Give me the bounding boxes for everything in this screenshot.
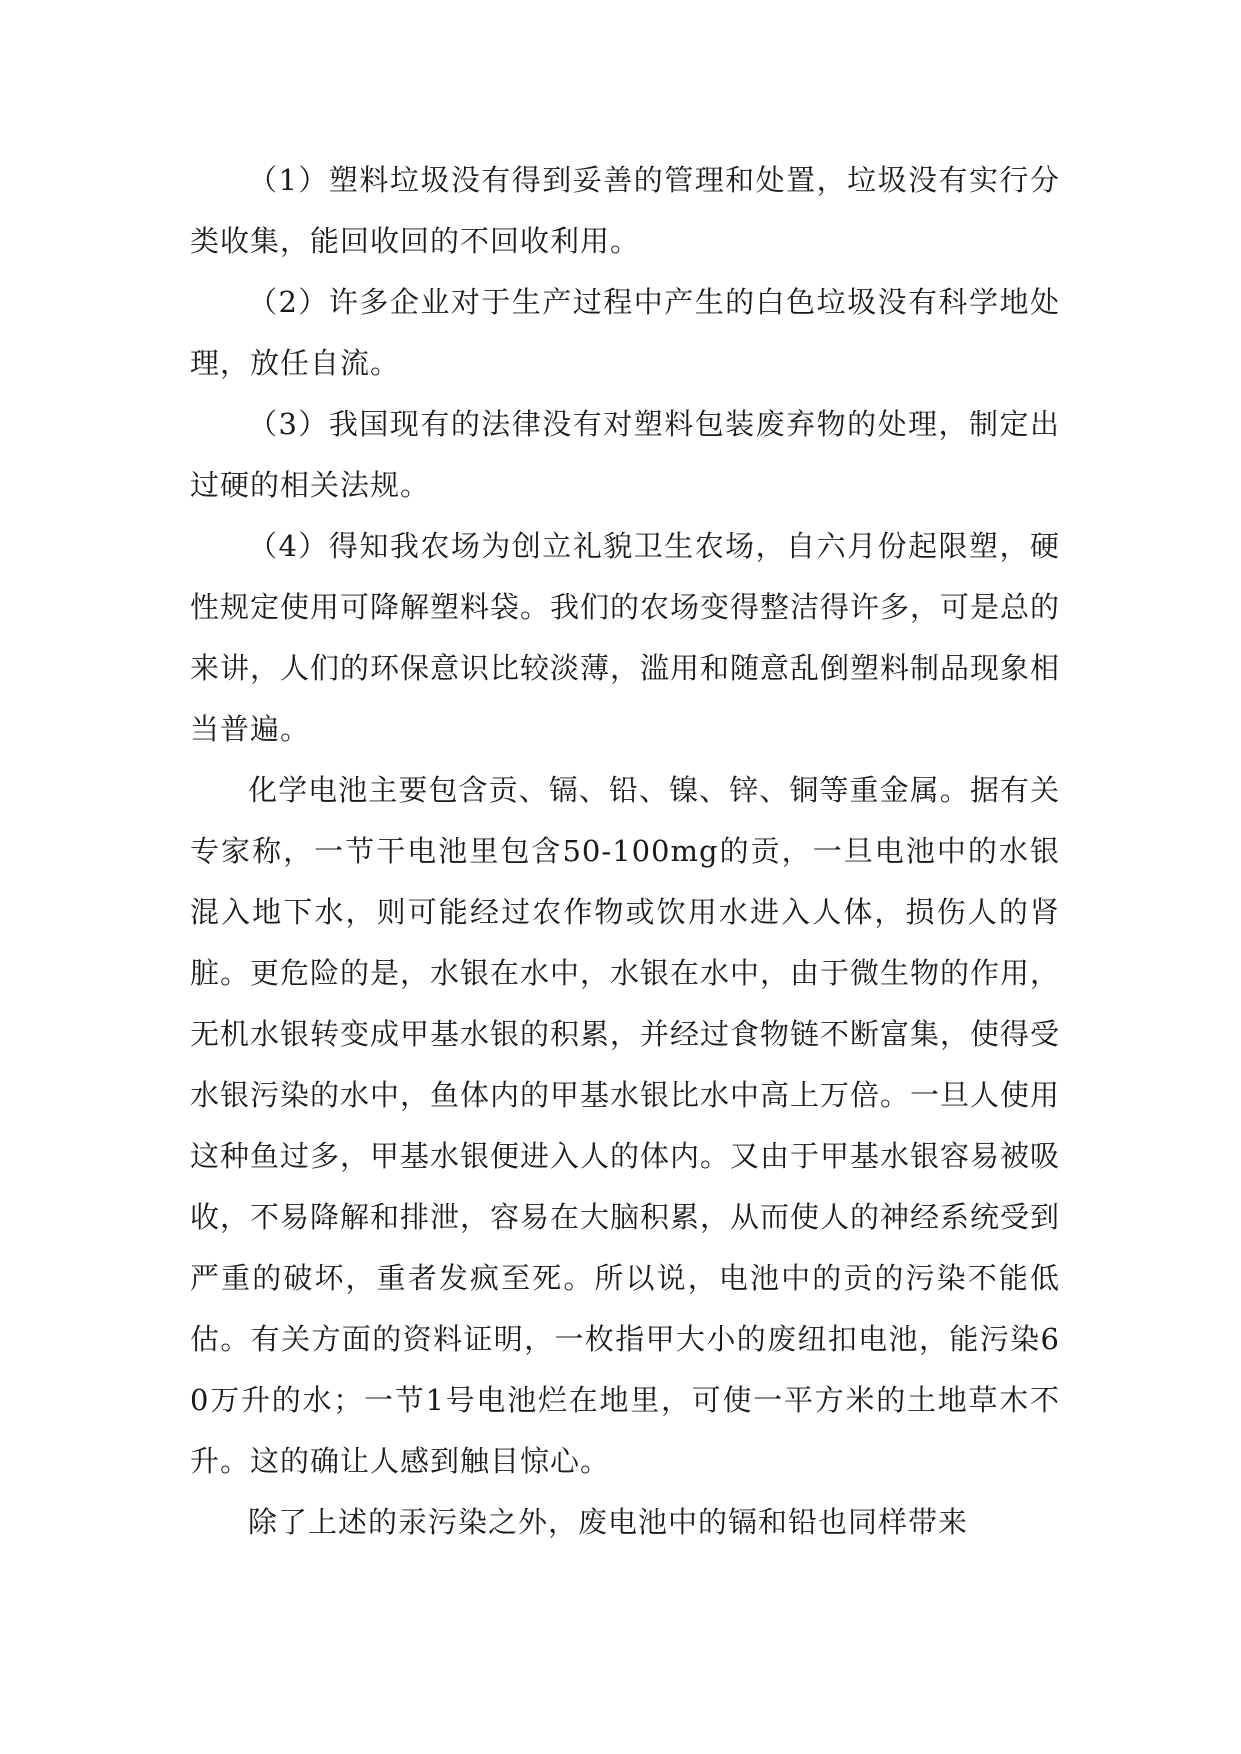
paragraph-plastic-management: （1）塑料垃圾没有得到妥善的管理和处置，垃圾没有实行分类收集，能回收回的不回收利用。 xyxy=(190,163,1060,258)
paragraph-cadmium-lead: 除了上述的汞污染之外，废电池中的镉和铅也同样带来 xyxy=(248,1505,969,1539)
paragraph-enterprise-waste: （2）许多企业对于生产过程中产生的白色垃圾没有科学地处理，放任自流。 xyxy=(190,285,1060,380)
document-body xyxy=(190,150,1060,1553)
paragraph-battery-heavy-metals: 化学电池主要包含贡、镉、铅、镍、锌、铜等重金属。据有关专家称，一节干电池里包含50-100mg的贡，一旦电池中的水银混入地下水，则可能经过农作物或饮用水进入人体，损伤人的肾脏。更危险的是，水银在水中，水银在水中，由于微生物的作用，无机水银转变成甲基水银的积累，并经过食物链不断富集，使得受水银污染的水中，鱼体内的甲基水银比水中高上万倍。一旦人使用这种鱼过多，甲基水银便进入人的体内。又由于甲基水银容易被吸收，不易降解和排泄，容易在大脑积累，从而使人的神经系统受到严重的破坏，重者发疯至死。所以说，电池中的贡的污染不能低估。有关方面的资料证明，一枚指甲大小的废纽扣电池，能污染60万升的水；一节1号电池烂在地里，可使一平方米的土地草木不升。这的确让人感到触目惊心。 xyxy=(190,773,1061,1478)
paragraph-farm-plastic-limit: （4）得知我农场为创立礼貌卫生农场，自六月份起限塑，硬性规定使用可降解塑料袋。我们的农场变得整洁得许多，可是总的来讲，人们的环保意识比较淡薄，滥用和随意乱倒塑料制品现象相当普遍。 xyxy=(190,529,1061,746)
paragraph-legal-regulation: （3）我国现有的法律没有对塑料包装废弃物的处理，制定出过硬的相关法规。 xyxy=(190,407,1060,502)
